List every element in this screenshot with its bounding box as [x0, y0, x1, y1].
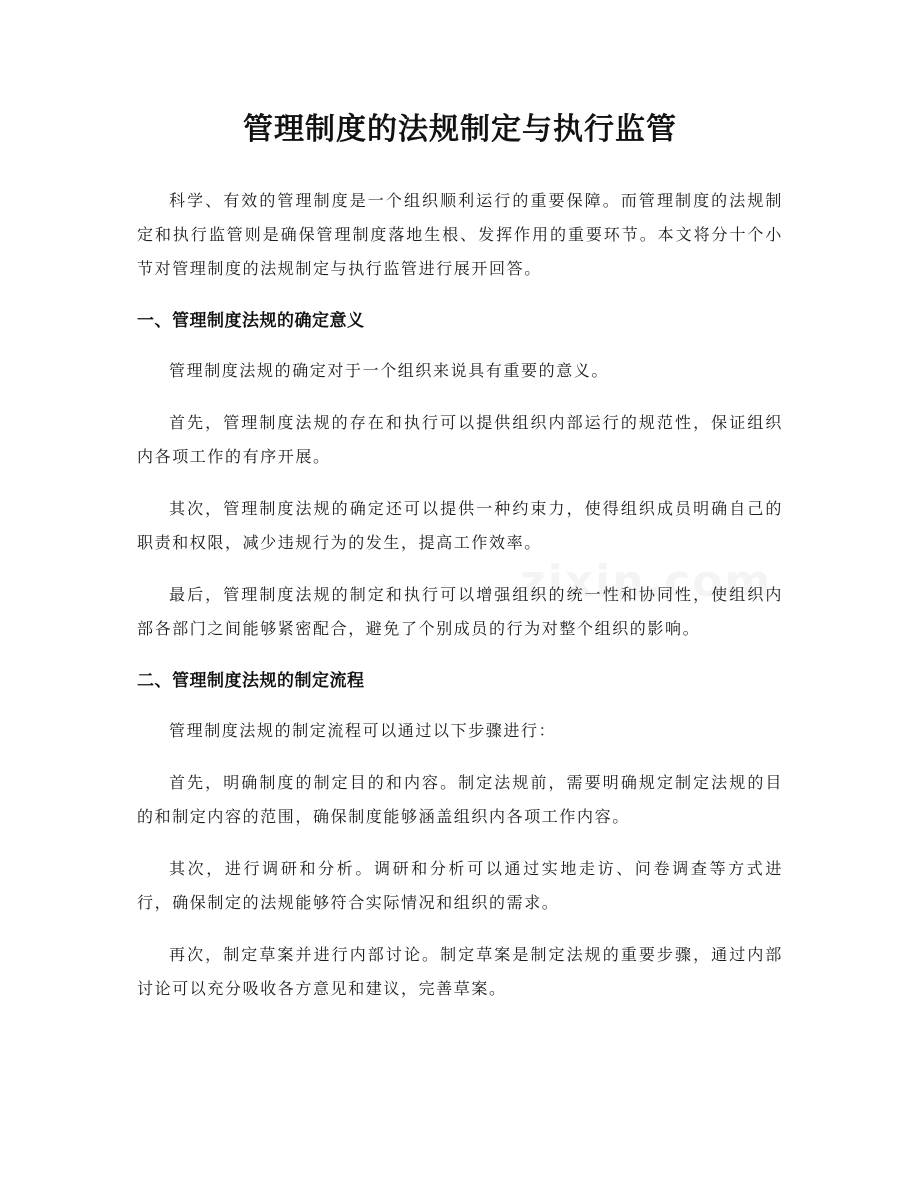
document-title: 管理制度的法规制定与执行监管 [243, 112, 677, 147]
section-heading-1: 一、管理制度法规的确定意义 [137, 311, 365, 331]
intro-paragraph: 科学、有效的管理制度是一个组织顺利运行的重要保障。而管理制度的法规制定和执行监管则是确保管理制度落地生根、发挥作用的重要环节。本文将分十个小节对管理制度的法规制定与执行监管进行展开回答。 [137, 191, 783, 278]
watermark [520, 556, 772, 607]
section-heading-2: 二、管理制度法规的制定流程 [137, 671, 365, 691]
section-1-paragraph-2: 首先，管理制度法规的存在和执行可以提供组织内部运行的规范性，保证组织内各项工作的有序开展。 [137, 413, 783, 466]
section-2-paragraph-2: 首先，明确制度的制定目的和内容。制定法规前，需要明确规定制定法规的目的和制定内容的范围，确保制度能够涵盖组织内各项工作内容。 [137, 773, 783, 826]
section-1-paragraph-3: 其次，管理制度法规的确定还可以提供一种约束力，使得组织成员明确自己的职责和权限，减少违规行为的发生，提高工作效率。 [137, 499, 783, 552]
section-1-paragraph-1: 管理制度法规的确定对于一个组织来说具有重要的意义。 [169, 361, 610, 380]
section-2-paragraph-4: 再次，制定草案并进行内部讨论。制定草案是制定法规的重要步骤，通过内部讨论可以充分吸收各方意见和建议，完善草案。 [137, 945, 783, 998]
section-1-paragraph-4: 最后，管理制度法规的制定和执行可以增强组织的统一性和协同性，使组织内部各部门之间能够紧密配合，避免了个别成员的行为对整个组织的影响。 [137, 585, 783, 638]
section-2-paragraph-1: 管理制度法规的制定流程可以通过以下步骤进行： [169, 721, 557, 740]
section-2-paragraph-3: 其次，进行调研和分析。调研和分析可以通过实地走访、问卷调查等方式进行，确保制定的法规能够符合实际情况和组织的需求。 [137, 859, 783, 912]
